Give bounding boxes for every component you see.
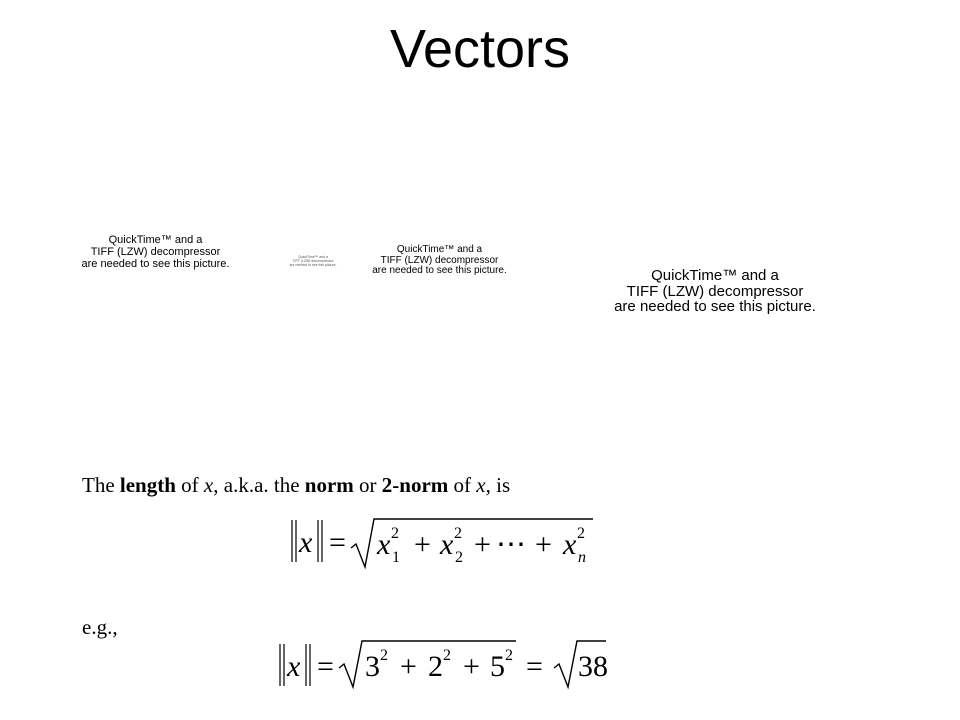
exponent: 2 [380, 647, 388, 664]
var-x: x [299, 526, 313, 559]
text-run: , a.k.a. the [213, 473, 305, 497]
subscript: 1 [392, 549, 400, 566]
equals-sign: = [526, 650, 543, 683]
plus-sign: + [414, 528, 431, 561]
placeholder-line: QuickTime™ and a [108, 234, 203, 246]
missing-picture-placeholder [607, 268, 823, 315]
placeholder-line: are needed to see this picture. [614, 298, 816, 315]
exponent: 2 [391, 525, 399, 542]
equals-sign: = [317, 650, 334, 683]
var-x: x [476, 473, 486, 497]
missing-picture-placeholder [285, 255, 341, 267]
plus-sign: + [463, 650, 480, 683]
norm-definition-text [82, 473, 510, 498]
subscript: 2 [455, 549, 463, 566]
example-formula [276, 636, 616, 703]
example-formula-svg [276, 636, 616, 698]
result-number: 38 [578, 650, 608, 683]
number: 3 [365, 650, 380, 683]
placeholder-line: TIFF (LZW) decompressor [90, 246, 221, 258]
placeholder-line: are needed to see this picture. [81, 258, 230, 270]
text-run: of [448, 473, 477, 497]
missing-picture-placeholder [78, 234, 233, 270]
var-x: x [377, 528, 391, 561]
text-run: The [82, 473, 120, 497]
norm-formula [288, 512, 608, 579]
var-x: x [287, 650, 301, 683]
exponent: 2 [443, 647, 451, 664]
missing-picture-placeholder [372, 245, 507, 277]
term-norm: norm [304, 473, 354, 497]
plus-sign: + [474, 528, 491, 561]
placeholder-line: QuickTime™ and a [651, 267, 779, 284]
placeholder-line: TIFF (LZW) decompressor [380, 254, 499, 266]
plus-sign: + [535, 528, 552, 561]
slide-title: Vectors [389, 19, 571, 79]
var-x: x [563, 528, 577, 561]
plus-sign: + [400, 650, 417, 683]
exponent: 2 [505, 647, 513, 664]
equals-sign: = [329, 526, 346, 559]
var-x: x [440, 528, 454, 561]
number: 5 [490, 650, 505, 683]
exponent: 2 [577, 525, 585, 542]
text-run: of [175, 473, 204, 497]
term-2-norm: 2-norm [381, 473, 449, 497]
term-length: length [119, 473, 176, 497]
placeholder-line: QuickTime™ and a [298, 255, 328, 259]
number: 2 [428, 650, 443, 683]
subscript: n [578, 549, 586, 566]
placeholder-line: TIFF (LZW) decompressor [292, 259, 334, 263]
var-x: x [203, 473, 214, 497]
norm-formula-svg [288, 512, 608, 574]
placeholder-line: are needed to see this picture. [289, 263, 337, 267]
placeholder-line: are needed to see this picture. [372, 265, 507, 276]
exponent: 2 [454, 525, 462, 542]
example-label: e.g., [82, 615, 118, 639]
text-run: or [353, 473, 382, 497]
placeholder-line: TIFF (LZW) decompressor [626, 282, 804, 300]
text-run: , is [485, 473, 511, 497]
ellipsis: ⋯ [496, 528, 526, 561]
placeholder-line: QuickTime™ and a [396, 244, 483, 255]
